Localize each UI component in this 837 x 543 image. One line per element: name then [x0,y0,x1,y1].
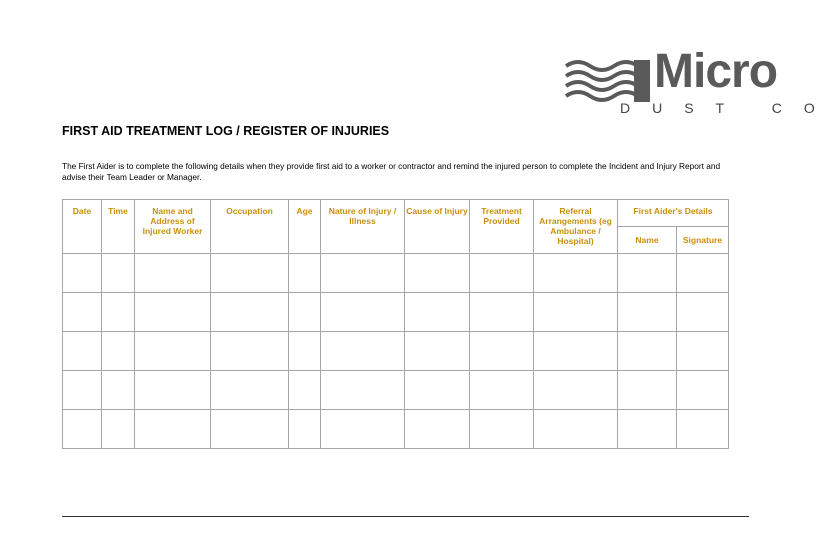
table-cell[interactable] [289,371,321,410]
header-fa-name: Name [618,227,677,254]
table-cell[interactable] [618,371,677,410]
table-row [63,332,729,371]
table-cell[interactable] [135,254,211,293]
table-cell[interactable] [211,332,289,371]
table-cell[interactable] [470,332,534,371]
table-cell[interactable] [677,293,729,332]
table-cell[interactable] [321,332,405,371]
table-cell[interactable] [102,293,135,332]
header-name-address: Name and Address of Injured Worker [135,200,211,254]
intro-text: The First Aider is to complete the following details when they provide first aid to a worker or contractor and remind the injured person to complete the Incident and Injury Report and advise their Team Leader or Manager. [62,161,721,182]
table-cell[interactable] [63,332,102,371]
header-time: Time [102,200,135,254]
injury-register-table [62,199,729,449]
header-age: Age [289,200,321,254]
header-date: Date [63,200,102,254]
logo-wordmark: Micro [654,45,778,98]
table-cell[interactable] [102,410,135,449]
header-first-aider: First Aider's Details [618,200,729,227]
table-cell[interactable] [135,293,211,332]
table-cell[interactable] [289,410,321,449]
table-cell[interactable] [677,410,729,449]
table-cell[interactable] [102,332,135,371]
table-cell[interactable] [321,371,405,410]
table-cell[interactable] [405,410,470,449]
table-cell[interactable] [63,254,102,293]
table-cell[interactable] [63,410,102,449]
table-cell[interactable] [677,254,729,293]
table-cell[interactable] [534,410,618,449]
header-treatment: Treatment Provided [470,200,534,254]
table-cell[interactable] [63,293,102,332]
header-referral: Referral Arrangements (eg Ambulance / Hospital) [534,200,618,254]
table-cell[interactable] [321,254,405,293]
table-row [63,371,729,410]
table-cell[interactable] [63,371,102,410]
header-fa-signature: Signature [677,227,729,254]
table-cell[interactable] [289,293,321,332]
company-logo [564,45,837,118]
page-title: FIRST AID TREATMENT LOG / REGISTER OF INJURIES [62,124,390,138]
table-cell[interactable] [470,293,534,332]
footer-rule [62,516,749,517]
table-cell[interactable] [289,332,321,371]
table-cell[interactable] [405,254,470,293]
table-header-row [63,200,729,227]
table-cell[interactable] [211,293,289,332]
table-row [63,293,729,332]
table-cell[interactable] [405,293,470,332]
table-cell[interactable] [470,254,534,293]
table-cell[interactable] [618,410,677,449]
table-cell[interactable] [677,371,729,410]
table-cell[interactable] [135,332,211,371]
logo-subtitle: DUST CO [620,100,837,116]
table-cell[interactable] [534,254,618,293]
table-row [63,410,729,449]
header-nature: Nature of Injury / Illness [321,200,405,254]
table-cell[interactable] [211,371,289,410]
table-row [63,254,729,293]
table-cell[interactable] [534,371,618,410]
table-cell[interactable] [677,332,729,371]
logo-wave-icon [564,56,654,106]
table-cell[interactable] [135,410,211,449]
table-cell[interactable] [618,254,677,293]
table-cell[interactable] [102,371,135,410]
table-cell[interactable] [321,410,405,449]
table-cell[interactable] [211,410,289,449]
table-cell[interactable] [321,293,405,332]
table-cell[interactable] [470,410,534,449]
table-cell[interactable] [289,254,321,293]
table-cell[interactable] [405,332,470,371]
header-cause: Cause of Injury [405,200,470,254]
table-cell[interactable] [618,293,677,332]
table-cell[interactable] [618,332,677,371]
table-cell[interactable] [211,254,289,293]
header-occupation: Occupation [211,200,289,254]
table-cell[interactable] [534,293,618,332]
table-cell[interactable] [534,332,618,371]
table-cell[interactable] [135,371,211,410]
table-cell[interactable] [405,371,470,410]
table-cell[interactable] [102,254,135,293]
table-body [63,254,729,449]
table-cell[interactable] [470,371,534,410]
